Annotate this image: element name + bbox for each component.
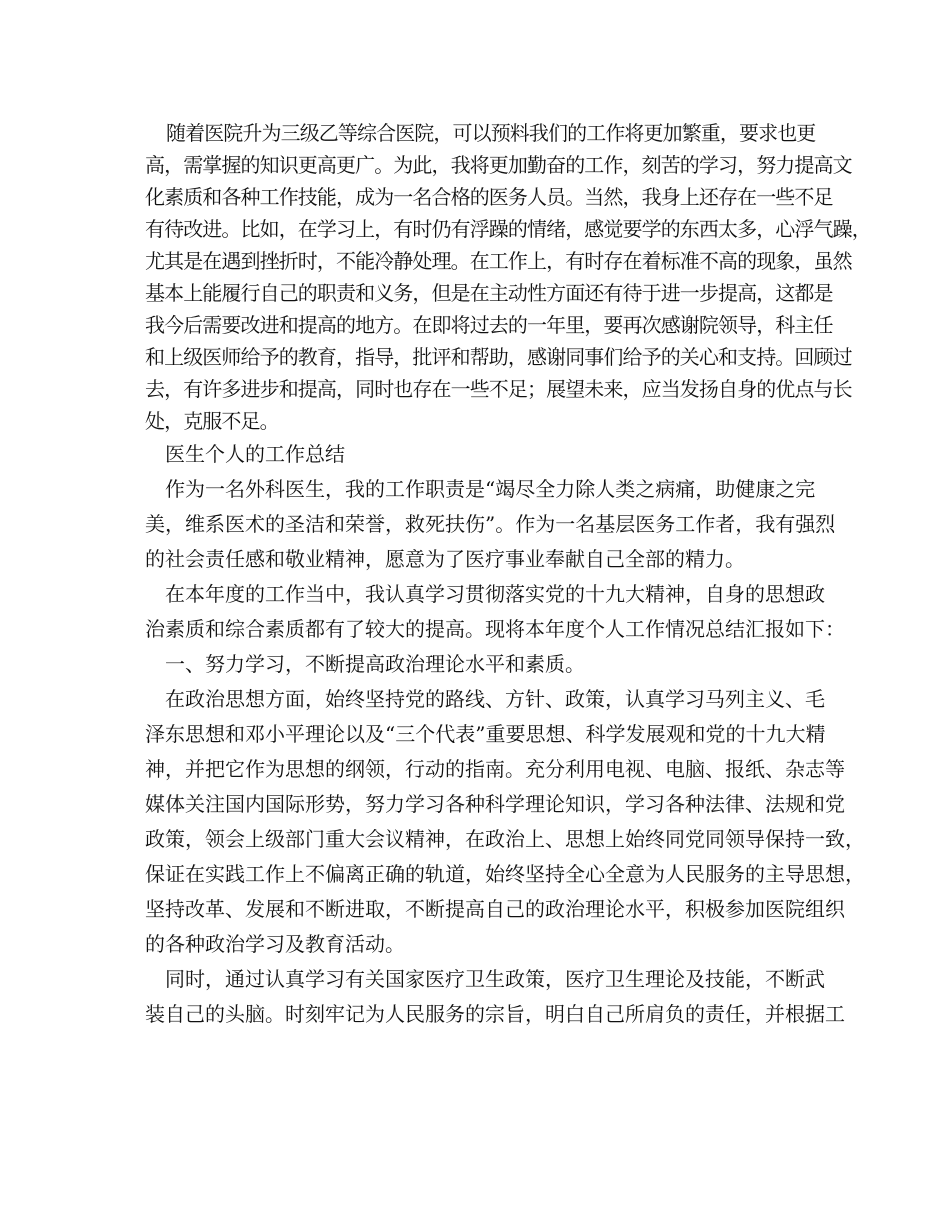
text-line: 美，维系医术的圣洁和荣誉，救死扶伤”。作为一名基层医务工作者，我有强烈: [145, 512, 836, 536]
text-line: 治素质和综合素质都有了较大的提高。现将本年度个人工作情况总结汇报如下：: [145, 617, 845, 641]
text-line: 化素质和各种工作技能，成为一名合格的医务人员。当然，我身上还存在一些不足: [145, 185, 833, 209]
text-line: 泽东思想和邓小平理论以及“三个代表”重要思想、科学发展观和党的十九大精: [145, 722, 826, 746]
text-line: 尤其是在遇到挫折时，不能冷静处理。在工作上，有时存在着标准不高的现象，虽然: [145, 249, 852, 273]
section-work-summary: [145, 437, 865, 1032]
text-line: 高，需掌握的知识更高更广。为此，我将更加勤奋的工作，刻苦的学习，努力提高文: [145, 153, 852, 177]
text-line: 坚持改革、发展和不断进取，不断提高自己的政治理论水平，积极参加医院组织: [145, 897, 845, 921]
text-line: 的各种政治学习及教育活动。: [145, 932, 405, 956]
text-line: 同时，通过认真学习有关国家医疗卫生政策，医疗卫生理论及技能，不断武: [165, 967, 825, 991]
text-line: 政策，领会上级部门重大会议精神，在政治上、思想上始终同党同领导保持一致，: [145, 827, 865, 851]
text-line: 作为一名外科医生，我的工作职责是“竭尽全力除人类之病痛，助健康之完: [165, 477, 816, 501]
text-line: 有待改进。比如，在学习上，有时仍有浮躁的情绪，感觉要学的东西太多，心浮气躁，: [145, 217, 871, 241]
text-line: 的社会责任感和敬业精神，愿意为了医疗事业奉献自己全部的精力。: [145, 547, 745, 571]
text-line: 我今后需要改进和提高的地方。在即将过去的一年里，要再次感谢院领导，科主任: [145, 313, 833, 337]
section-heading: 医生个人的工作总结: [165, 442, 345, 466]
text-line: 装自己的头脑。时刻牢记为人民服务的宗旨，明白自己所肩负的责任，并根据工: [145, 1002, 845, 1026]
text-line: 去，有许多进步和提高，同时也存在一些不足；展望未来，应当发扬自身的优点与长: [145, 377, 852, 401]
text-line: 处，克服不足。: [145, 409, 279, 433]
text-line: 和上级医师给予的教育，指导，批评和帮助，感谢同事们给予的关心和支持。回顾过: [145, 345, 852, 369]
subheading-line: 一、努力学习，不断提高政治理论水平和素质。: [165, 652, 585, 676]
text-line: 媒体关注国内国际形势，努力学习各种科学理论知识，学习各种法律、法规和党: [145, 792, 845, 816]
paragraph-self-assessment: [145, 117, 871, 437]
text-line: 神，并把它作为思想的纲领，行动的指南。充分利用电视、电脑、报纸、杂志等: [145, 757, 845, 781]
text-line: 基本上能履行自己的职责和义务，但是在主动性方面还有待于进一步提高，这都是: [145, 281, 833, 305]
text-line: 在政治思想方面，始终坚持党的路线、方针、政策，认真学习马列主义、毛: [165, 687, 825, 711]
text-line: 保证在实践工作上不偏离正确的轨道，始终坚持全心全意为人民服务的主导思想，: [145, 862, 865, 886]
text-line: 在本年度的工作当中，我认真学习贯彻落实党的十九大精神，自身的思想政: [165, 582, 825, 606]
document-page: [145, 117, 871, 1032]
text-line: 随着医院升为三级乙等综合医院，可以预料我们的工作将更加繁重，要求也更: [166, 121, 816, 145]
